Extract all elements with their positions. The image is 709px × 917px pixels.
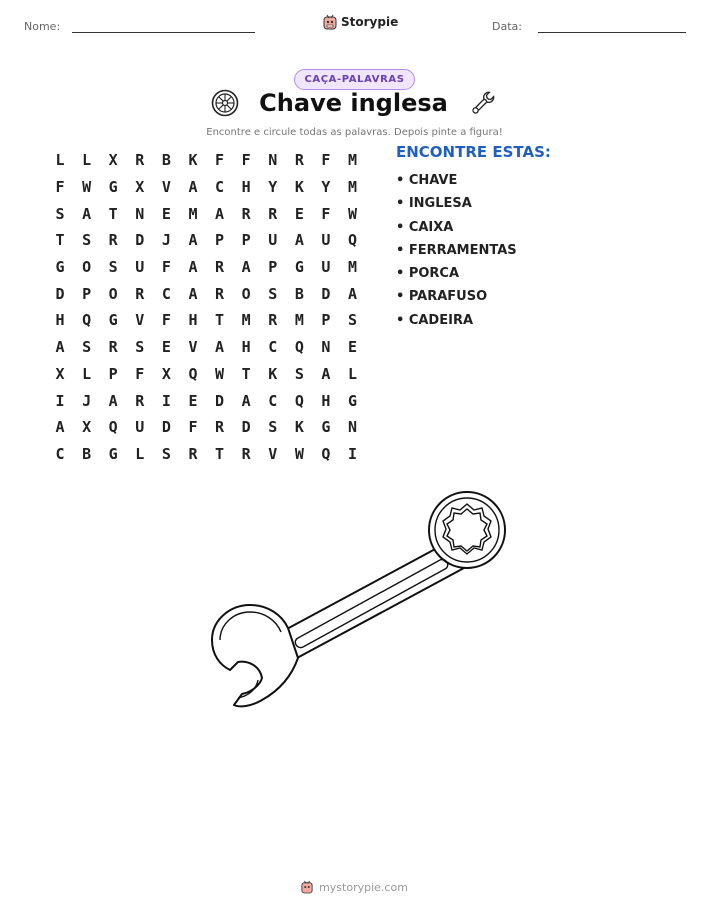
- grid-cell[interactable]: G: [348, 391, 358, 410]
- grid-cell[interactable]: P: [215, 231, 225, 250]
- grid-cell[interactable]: G: [55, 258, 65, 277]
- grid-cell[interactable]: V: [268, 444, 278, 463]
- grid-cell[interactable]: N: [321, 338, 331, 357]
- grid-cell[interactable]: V: [188, 338, 198, 357]
- brand-name: Storypie: [341, 15, 399, 29]
- grid-cell[interactable]: D: [135, 231, 145, 250]
- grid-cell[interactable]: F: [135, 364, 145, 383]
- grid-cell[interactable]: S: [135, 338, 145, 357]
- grid-cell[interactable]: O: [82, 258, 92, 277]
- grid-cell[interactable]: A: [55, 418, 65, 437]
- grid-cell[interactable]: J: [161, 231, 171, 250]
- grid-cell[interactable]: K: [294, 178, 304, 197]
- grid-cell[interactable]: X: [161, 364, 171, 383]
- grid-cell[interactable]: R: [135, 391, 145, 410]
- grid-cell[interactable]: R: [215, 418, 225, 437]
- grid-cell[interactable]: A: [294, 231, 304, 250]
- grid-cell[interactable]: T: [108, 204, 118, 223]
- grid-cell[interactable]: E: [348, 338, 358, 357]
- grid-cell[interactable]: R: [241, 444, 251, 463]
- grid-cell[interactable]: Q: [82, 311, 92, 330]
- grid-cell[interactable]: A: [188, 178, 198, 197]
- wrench-icon: [468, 88, 498, 118]
- grid-cell[interactable]: S: [268, 284, 278, 303]
- name-label: Nome:: [24, 20, 61, 33]
- grid-cell[interactable]: T: [241, 364, 251, 383]
- grid-cell[interactable]: V: [161, 178, 171, 197]
- grid-cell[interactable]: R: [188, 444, 198, 463]
- grid-cell[interactable]: M: [348, 151, 358, 170]
- word-search-grid: [50, 147, 369, 467]
- grid-cell[interactable]: B: [82, 444, 92, 463]
- grid-cell[interactable]: D: [241, 418, 251, 437]
- grid-cell[interactable]: S: [55, 204, 65, 223]
- grid-cell[interactable]: X: [55, 364, 65, 383]
- grid-cell[interactable]: L: [135, 444, 145, 463]
- grid-cell[interactable]: F: [161, 258, 171, 277]
- grid-cell[interactable]: D: [161, 418, 171, 437]
- grid-cell[interactable]: T: [215, 311, 225, 330]
- grid-cell[interactable]: A: [348, 284, 358, 303]
- grid-cell[interactable]: W: [82, 178, 92, 197]
- grid-cell[interactable]: H: [188, 311, 198, 330]
- grid-cell[interactable]: X: [135, 178, 145, 197]
- grid-cell[interactable]: A: [188, 231, 198, 250]
- grid-cell[interactable]: Q: [321, 444, 331, 463]
- grid-cell[interactable]: H: [241, 178, 251, 197]
- grid-cell[interactable]: R: [268, 204, 278, 223]
- grid-cell[interactable]: U: [268, 231, 278, 250]
- brand-logo: [323, 14, 398, 30]
- grid-cell[interactable]: A: [241, 391, 251, 410]
- grid-cell[interactable]: P: [268, 258, 278, 277]
- grid-cell[interactable]: D: [321, 284, 331, 303]
- grid-cell[interactable]: D: [55, 284, 65, 303]
- wrench-illustration: [190, 480, 520, 720]
- grid-cell[interactable]: F: [321, 204, 331, 223]
- grid-cell[interactable]: H: [55, 311, 65, 330]
- grid-cell[interactable]: F: [241, 151, 251, 170]
- grid-cell[interactable]: U: [321, 258, 331, 277]
- grid-cell[interactable]: R: [108, 338, 118, 357]
- grid-cell[interactable]: I: [161, 391, 171, 410]
- grid-cell[interactable]: A: [55, 338, 65, 357]
- instructions: Encontre e circule todas as palavras. Depois pinte a figura!: [206, 127, 503, 138]
- grid-cell[interactable]: G: [108, 444, 118, 463]
- grid-cell[interactable]: S: [82, 231, 92, 250]
- word-list-item: • CHAVE: [396, 173, 458, 188]
- grid-cell[interactable]: R: [294, 151, 304, 170]
- grid-cell[interactable]: R: [108, 231, 118, 250]
- grid-cell[interactable]: L: [55, 151, 65, 170]
- grid-cell[interactable]: O: [108, 284, 118, 303]
- wheel-icon: [211, 89, 239, 117]
- grid-cell[interactable]: A: [188, 284, 198, 303]
- grid-cell[interactable]: K: [294, 418, 304, 437]
- grid-cell[interactable]: R: [215, 284, 225, 303]
- grid-cell[interactable]: A: [241, 258, 251, 277]
- grid-cell[interactable]: H: [241, 338, 251, 357]
- grid-cell[interactable]: K: [188, 151, 198, 170]
- grid-cell[interactable]: Q: [108, 418, 118, 437]
- grid-cell[interactable]: Y: [321, 178, 331, 197]
- grid-cell[interactable]: C: [268, 338, 278, 357]
- word-list-item: • CADEIRA: [396, 312, 474, 328]
- grid-cell[interactable]: A: [215, 338, 225, 357]
- grid-cell[interactable]: G: [294, 258, 304, 277]
- grid-cell[interactable]: A: [82, 204, 92, 223]
- grid-cell[interactable]: S: [294, 364, 304, 383]
- grid-cell[interactable]: P: [321, 311, 331, 330]
- grid-cell[interactable]: S: [82, 338, 92, 357]
- grid-cell[interactable]: G: [108, 311, 118, 330]
- grid-cell[interactable]: B: [294, 284, 304, 303]
- grid-cell[interactable]: S: [348, 311, 358, 330]
- grid-cell[interactable]: F: [161, 311, 171, 330]
- grid-cell[interactable]: T: [55, 231, 65, 250]
- grid-cell[interactable]: A: [215, 204, 225, 223]
- grid-cell[interactable]: G: [108, 178, 118, 197]
- word-list-item: • PORCA: [396, 266, 460, 282]
- grid-cell[interactable]: J: [82, 391, 92, 410]
- grid-cell[interactable]: W: [294, 444, 304, 463]
- grid-cell[interactable]: C: [215, 178, 225, 197]
- grid-cell[interactable]: L: [82, 151, 92, 170]
- word-list-item: • FERRAMENTAS: [396, 242, 517, 258]
- footer-url[interactable]: mystorypie.com: [319, 880, 408, 894]
- grid-cell[interactable]: K: [268, 364, 278, 383]
- date-label: Data:: [492, 20, 522, 33]
- grid-cell[interactable]: F: [321, 151, 331, 170]
- name-line: [72, 32, 255, 33]
- grid-cell[interactable]: F: [55, 178, 65, 197]
- word-list-title: ENCONTRE ESTAS:: [396, 143, 551, 161]
- grid-cell[interactable]: E: [188, 391, 198, 410]
- grid-cell[interactable]: S: [268, 418, 278, 437]
- grid-cell[interactable]: R: [135, 284, 145, 303]
- grid-cell[interactable]: A: [321, 364, 331, 383]
- grid-cell[interactable]: S: [108, 258, 118, 277]
- grid-cell[interactable]: O: [241, 284, 251, 303]
- grid-cell[interactable]: N: [135, 204, 145, 223]
- grid-cell[interactable]: C: [55, 444, 65, 463]
- grid-cell[interactable]: L: [348, 364, 358, 383]
- grid-cell[interactable]: R: [135, 151, 145, 170]
- grid-cell[interactable]: B: [161, 151, 171, 170]
- grid-cell[interactable]: P: [241, 231, 251, 250]
- grid-cell[interactable]: M: [348, 178, 358, 197]
- grid-cell[interactable]: U: [321, 231, 331, 250]
- grid-cell[interactable]: T: [215, 444, 225, 463]
- storypie-logo: [323, 14, 337, 30]
- grid-cell[interactable]: I: [55, 391, 65, 410]
- grid-cell[interactable]: W: [348, 204, 358, 223]
- grid-cell[interactable]: M: [348, 258, 358, 277]
- grid-cell[interactable]: R: [268, 311, 278, 330]
- grid-cell[interactable]: P: [82, 284, 92, 303]
- grid-cell[interactable]: E: [161, 204, 171, 223]
- grid-cell[interactable]: F: [215, 151, 225, 170]
- grid-cell[interactable]: M: [241, 311, 251, 330]
- grid-cell[interactable]: N: [268, 151, 278, 170]
- grid-cell[interactable]: U: [135, 418, 145, 437]
- grid-cell[interactable]: X: [82, 418, 92, 437]
- word-list-item: • INGLESA: [396, 196, 472, 212]
- grid-cell[interactable]: Q: [188, 364, 198, 383]
- page-title: Chave inglesa: [259, 89, 448, 117]
- storypie-footer-logo: [301, 880, 313, 894]
- grid-cell[interactable]: E: [161, 338, 171, 357]
- word-list-item: • PARAFUSO: [396, 289, 488, 305]
- grid-cell[interactable]: I: [348, 444, 358, 463]
- grid-cell[interactable]: R: [215, 258, 225, 277]
- footer: [0, 880, 709, 894]
- grid-cell[interactable]: M: [188, 204, 198, 223]
- grid-cell[interactable]: C: [268, 391, 278, 410]
- grid-cell[interactable]: Q: [294, 391, 304, 410]
- grid-cell[interactable]: M: [294, 311, 304, 330]
- grid-cell[interactable]: E: [294, 204, 304, 223]
- grid-cell[interactable]: R: [241, 204, 251, 223]
- category-badge-text: CAÇA-PALAVRAS: [294, 69, 414, 90]
- grid-cell[interactable]: V: [135, 311, 145, 330]
- grid-cell[interactable]: A: [108, 391, 118, 410]
- grid-cell[interactable]: H: [321, 391, 331, 410]
- grid-cell[interactable]: U: [135, 258, 145, 277]
- grid-cell[interactable]: P: [108, 364, 118, 383]
- grid-cell[interactable]: Q: [348, 231, 358, 250]
- category-badge: [0, 67, 709, 90]
- grid-cell[interactable]: X: [108, 151, 118, 170]
- grid-cell[interactable]: S: [161, 444, 171, 463]
- grid-cell[interactable]: D: [215, 391, 225, 410]
- grid-cell[interactable]: L: [82, 364, 92, 383]
- grid-cell[interactable]: Q: [294, 338, 304, 357]
- grid-cell[interactable]: C: [161, 284, 171, 303]
- title-row: [0, 88, 709, 118]
- grid-cell[interactable]: G: [321, 418, 331, 437]
- date-line: [538, 32, 686, 33]
- grid-cell[interactable]: Y: [268, 178, 278, 197]
- word-list: [396, 143, 551, 332]
- grid-cell[interactable]: W: [215, 364, 225, 383]
- word-list-item: • CAIXA: [396, 219, 454, 235]
- grid-cell[interactable]: N: [348, 418, 358, 437]
- grid-cell[interactable]: A: [188, 258, 198, 277]
- grid-cell[interactable]: F: [188, 418, 198, 437]
